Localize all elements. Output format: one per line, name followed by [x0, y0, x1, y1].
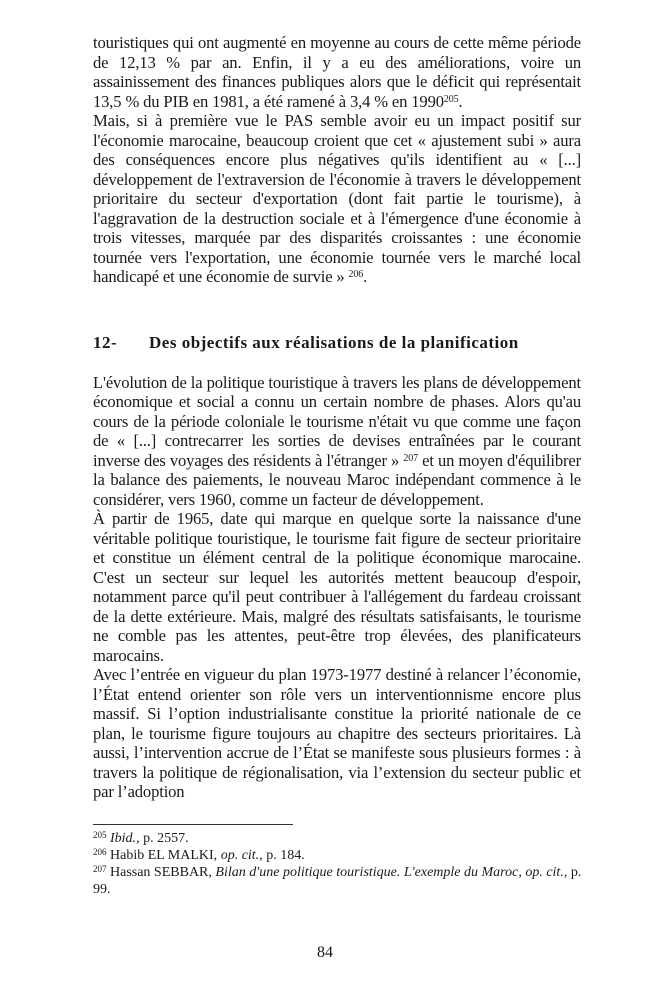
footnote-ref-207[interactable]: 207 [403, 452, 418, 464]
paragraph-text: L'évolution de la politique touristique à travers les plans de développement économique et social a connu un certain nombre de phases. Alors qu'au cours de la période coloniale le tourisme n'était vu que comme une façon de « [...] contrecarrer les sorties de devises entraînées par le courant inverse des voyages des résidents à l'étranger » [93, 372, 581, 470]
page-body [93, 33, 581, 802]
paragraph-5: Avec l’entrée en vigueur du plan 1973-1977 destiné à relancer l’économie, l’État entend orienter son rôle vers un interventionnisme encore plus massif. Si l’option industrialisante constitue la priorité nationale de ce plan, le tourisme figure toujours au chapitre des secteurs prioritaires. Là aussi, l’intervention accrue de l’État se manifeste sous plusieurs formes : à travers la politique de régionalisation, via l’extension du secteur public et par l’adoption [93, 665, 581, 801]
footnote-italic: Ibid. [110, 831, 137, 846]
punctuation: . [363, 267, 368, 286]
paragraph-4: À partir de 1965, date qui marque en quelque sorte la naissance d'une véritable politique touristique, le tourisme fait figure de secteur prioritaire et constitue un élément central de la politique économique marocaine. C'est un secteur sur lequel les autorités mettent beaucoup d'espoir, notamment parce qu'il peut contribuer à l'allégement du fardeau croissant de la dette extérieure. Mais, malgré des résultats satisfaisants, le tourisme ne comble pas les attentes, peut-être trop élevées, des planificateurs marocains. [93, 509, 581, 665]
footnote-author: Habib EL MALKI, [110, 848, 221, 863]
punctuation: . [458, 91, 463, 111]
footnote-206 [93, 847, 583, 864]
footnotes [93, 830, 583, 898]
footnote-205 [93, 830, 583, 847]
footnote-number: 207 [93, 864, 107, 874]
footnote-number: 206 [93, 847, 107, 857]
paragraph-text: Mais, si à première vue le PAS semble avoir eu un impact positif sur l'économie marocaine, beaucoup croient que cet « ajustement subi » aura des conséquences encore plus négatives qu'ils identifient au « [...] développement de l'extraversion de l'économie à travers le développement prioritaire du secteur d'exportation (dont fait partie le tourisme), à l'aggravation de la destruction sociale et à l'émergence d'une économie à trois vitesses, marquée par des disparités croissantes : une économie tournée vers l'exportation, une économie tournée vers le marché local handicapé et une économie de survie » [93, 111, 581, 286]
section-number: 12- [93, 332, 118, 352]
page-number: 84 [317, 944, 333, 961]
section-title: Des objectifs aux réalisations de la planification [149, 332, 519, 352]
section-heading [93, 333, 581, 353]
footnote-italic: Bilan d'une politique touristique. L'exemple du Maroc, op. cit. [215, 865, 564, 880]
paragraph-text: touristiques qui ont augmenté en moyenne au cours de cette même période de 12,13 % par an. Enfin, il y a eu des améliorations, voire un assainissement des finances publiques alors que le déficit qui représentait 13,5 % du PIB en 1981, a été ramené à 3,4 % en 1990 [93, 33, 581, 111]
footnote-number: 205 [93, 830, 107, 840]
footnote-separator [93, 824, 293, 825]
footnote-text: , p. 99. [93, 865, 582, 897]
paragraph-1 [93, 33, 581, 111]
paragraph-text: et un moyen d'équilibrer la balance des paiements, le nouveau Maroc indépendant commence à le considérer, vers 1960, comme un facteur de développement. [93, 450, 582, 509]
footnote-ref-206[interactable]: 206 [348, 269, 364, 280]
footnote-207 [93, 864, 583, 898]
paragraph-2 [93, 111, 581, 287]
footnote-italic: op. cit. [220, 848, 260, 863]
footnote-ref-205[interactable]: 205 [443, 93, 459, 105]
footnote-text: , p. 2557. [136, 831, 189, 846]
footnote-author: Hassan SEBBAR, [110, 865, 216, 880]
paragraph-3 [93, 373, 581, 510]
footnote-text: , p. 184. [259, 848, 305, 863]
